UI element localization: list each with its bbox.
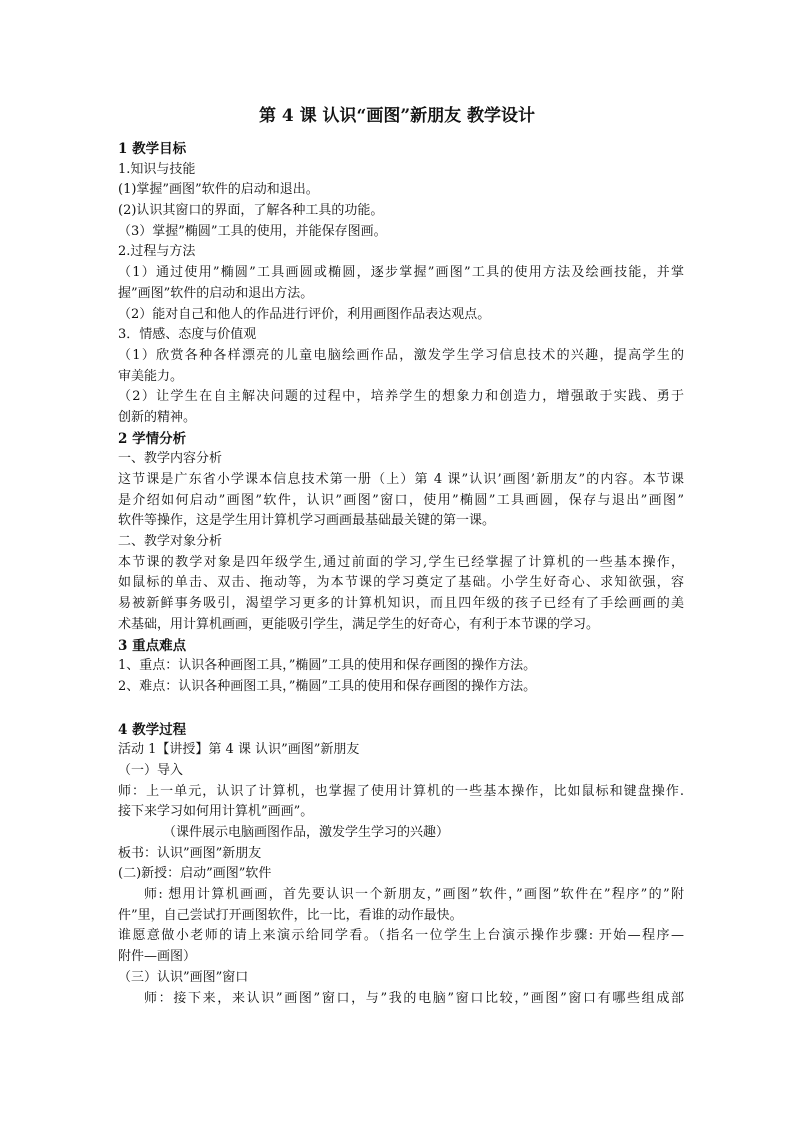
subheading: 3．情感、态度与价值观 — [118, 327, 257, 343]
paragraph-line: 件”里，自己尝试打开画图软件，比一比，看谁的动作最快。 — [118, 907, 463, 923]
paragraph-line: 谁愿意做小老师的请上来演示给同学看。（指名一位学生上台演示操作步骤: 开始—程序— — [118, 928, 684, 944]
paragraph-line: 2、难点：认识各种画图工具，”椭圆”工具的使用和保存画图的操作方法。 — [118, 678, 537, 694]
subheading: 二、教学对象分析 — [118, 534, 223, 550]
paragraph-line: 师：上一单元，认识了计算机，也掌握了使用计算机的一些基本操作，比如鼠标和键盘操作. — [118, 783, 684, 799]
paragraph-line: （课件展示电脑画图作品，激发学生学习的兴趣） — [163, 825, 450, 840]
paragraph-line: 师: 想用计算机画画，首先要认识一个新朋友，”画图”软件，”画图”软件在”程序”的”附 — [144, 887, 684, 903]
paragraph-line: 如鼠标的单击、双击、拖动等，为本节课的学习奠定了基础。小学生好奇心、求知欲强，容 — [118, 575, 684, 591]
paragraph-line: 板书：认识”画图”新朋友 — [118, 845, 262, 861]
paragraph-line: (1)掌握”画图”软件的启动和退出。 — [118, 182, 319, 198]
paragraph-line: 1、重点：认识各种画图工具，”椭圆”工具的使用和保存画图的操作方法。 — [118, 658, 537, 674]
document-body — [118, 139, 684, 1009]
paragraph-line: (2)认识其窗口的界面，了解各种工具的功能。 — [118, 203, 384, 219]
section-heading: 4 教学过程 — [118, 721, 187, 738]
paragraph-line: （三）认识”画图”窗口 — [118, 969, 249, 985]
section-heading: 2 学情分析 — [118, 430, 187, 447]
paragraph-line: （1）通过使用”椭圆”工具画圆或椭圆，逐步掌握”画图”工具的使用方法及绘画技能，并掌 — [118, 265, 684, 281]
paragraph-line: 术基础，用计算机画画，更能吸引学生，满足学生的好奇心，有利于本节课的学习。 — [118, 616, 600, 632]
paragraph-line: 师：接下来，来认识”画图”窗口，与”我的电脑”窗口比较，”画图”窗口有哪些组成部 — [144, 990, 684, 1006]
subheading: 1.知识与技能 — [118, 161, 196, 177]
section-heading: 1 教学目标 — [118, 141, 187, 157]
document-title: 第 4 课 认识“画图”新朋友 教学设计 — [258, 106, 536, 126]
paragraph-line: 是介绍如何启动”画图”软件，认识”画图”窗口，使用”椭圆”工具画圆，保存与退出”画图” — [118, 492, 684, 508]
subheading: 2.过程与方法 — [118, 244, 196, 260]
blank-line — [118, 698, 684, 720]
paragraph-line: 易被新鲜事务吸引，渴望学习更多的计算机知识，而且四年级的孩子已经有了手绘画画的美 — [118, 596, 684, 612]
paragraph-line: 附件—画图） — [118, 949, 197, 965]
paragraph-line: 握”画图”软件的启动和退出方法。 — [118, 285, 314, 301]
paragraph-line: （2）能对自己和他人的作品进行评价，利用画图作品表达观点。 — [118, 306, 491, 322]
paragraph-line: （1）欣赏各种各样漂亮的儿童电脑绘画作品，激发学生学习信息技术的兴趣，提高学生的 — [118, 347, 684, 363]
paragraph-line: (二)新授：启动”画图”软件 — [118, 866, 272, 882]
paragraph-line: 接下来学习如何用计算机”画画”。 — [118, 804, 314, 820]
section-heading: 3 重点难点 — [118, 637, 187, 654]
paragraph-line: （一）导入 — [118, 762, 184, 778]
paragraph-line: 活动 1【讲授】第 4 课 认识”画图”新朋友 — [118, 742, 360, 758]
paragraph-line: 软件等操作，这是学生用计算机学习画画最基础最关键的第一课。 — [118, 513, 496, 529]
paragraph-line: 这节课是广东省小学课本信息技术第一册（上）第 4 课”认识’画图’新朋友”的内容。本节课 — [118, 472, 684, 487]
paragraph-line: 本节课的教学对象是四年级学生,通过前面的学习,学生已经掌握了计算机的一些基本操作， — [118, 554, 684, 570]
subheading: 一、教学内容分析 — [118, 451, 223, 467]
paragraph-line: 创新的精神。 — [118, 409, 197, 425]
paragraph-line: （2）让学生在自主解决问题的过程中，培养学生的想象力和创造力，增强敢于实践、勇于 — [118, 389, 684, 405]
paragraph-line: 审美能力。 — [118, 368, 184, 384]
paragraph-line: （3）掌握”椭圆”工具的使用，并能保存图画。 — [118, 223, 387, 239]
